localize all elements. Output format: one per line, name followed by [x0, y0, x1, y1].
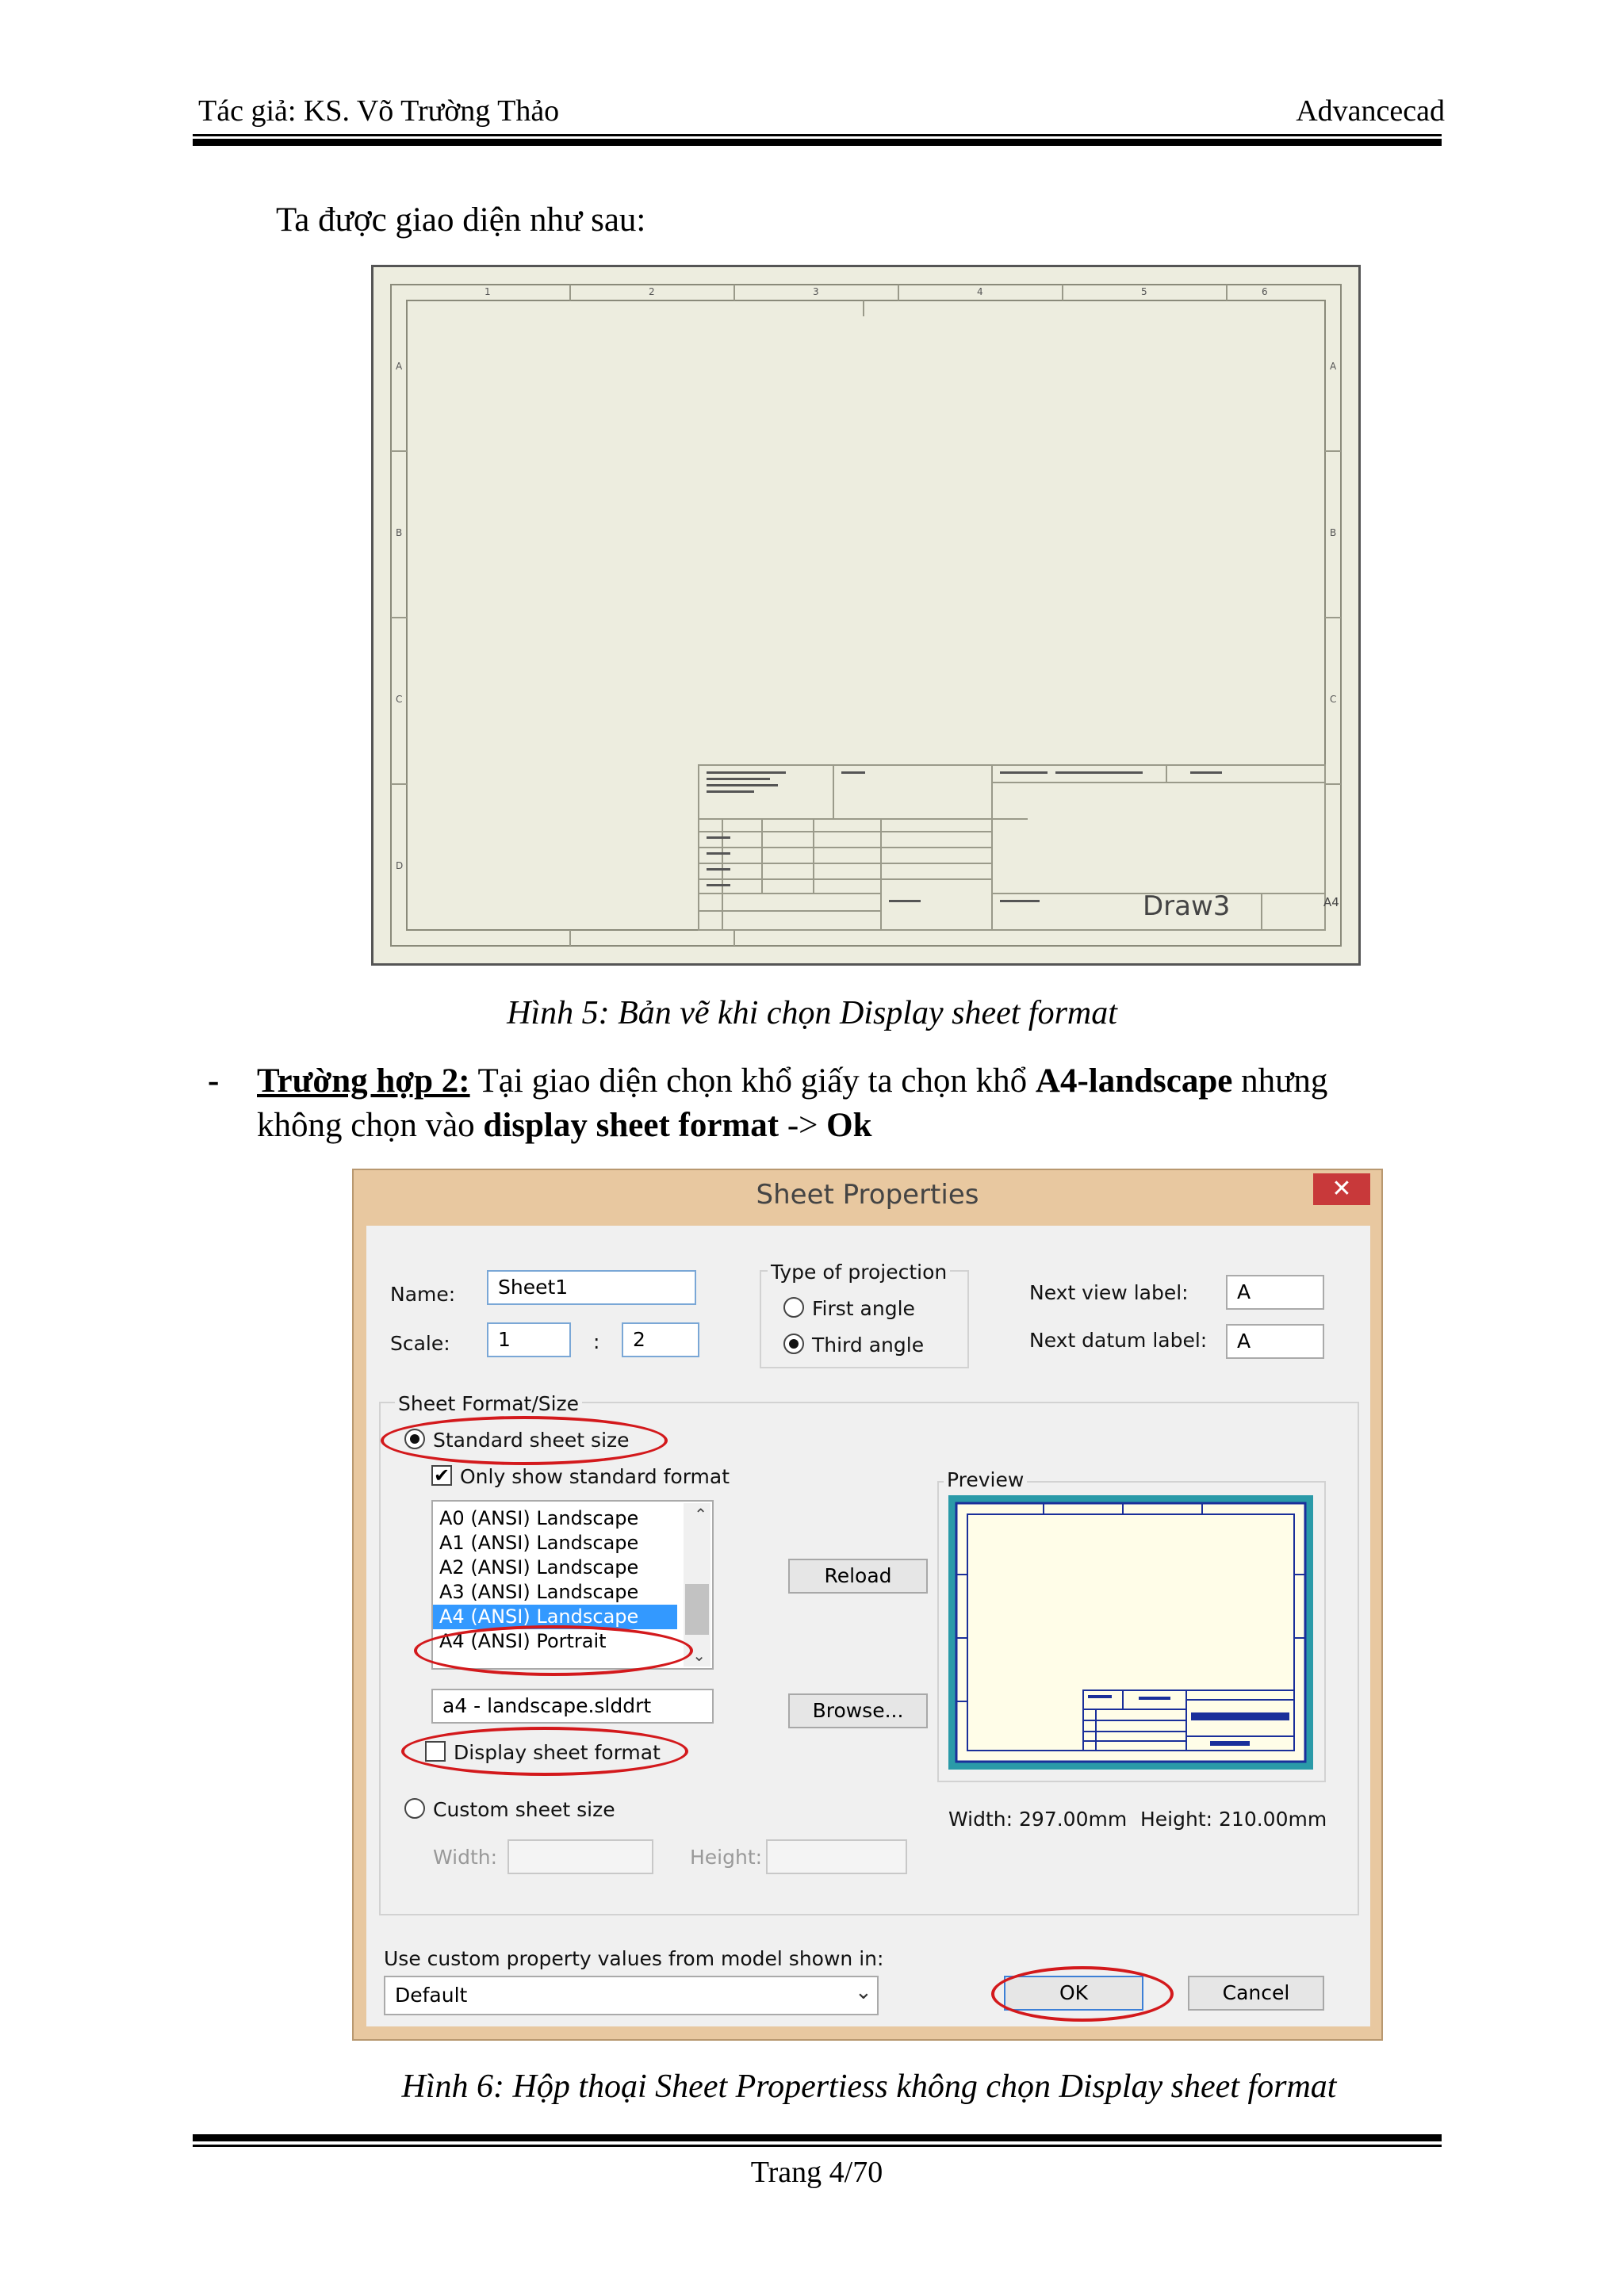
title-block-drawing-name: Draw3 — [1143, 890, 1231, 922]
zone-letter-b-right: B — [1330, 527, 1337, 538]
title-block-size-code: A4 — [1323, 895, 1339, 909]
next-view-field[interactable]: A — [1226, 1275, 1324, 1310]
header-brand: Advancecad — [1296, 94, 1445, 128]
list-item[interactable]: A2 (ANSI) Landscape — [439, 1556, 639, 1578]
scale-label: Scale: — [390, 1332, 450, 1355]
zone-number-3: 3 — [813, 286, 819, 297]
custom-size-radio[interactable] — [404, 1798, 425, 1819]
height-label: Height: — [690, 1846, 763, 1869]
display-format-label: Display sheet format — [454, 1741, 661, 1764]
case2-text2: nhưng — [1232, 1062, 1328, 1100]
list-item[interactable]: A4 (ANSI) Portrait — [439, 1630, 607, 1652]
next-datum-field[interactable]: A — [1226, 1324, 1324, 1359]
projection-title: Type of projection — [768, 1261, 950, 1284]
bullet-dash: - — [208, 1062, 220, 1100]
case2-bold2: display sheet format — [483, 1107, 779, 1144]
footer-rule-thin — [193, 2145, 1442, 2147]
case2-bold3: Ok — [826, 1107, 872, 1144]
list-item[interactable]: A3 (ANSI) Landscape — [439, 1581, 639, 1603]
chevron-down-icon[interactable]: ⌄ — [855, 1980, 872, 2004]
case2-line2 — [257, 1104, 1446, 1148]
model-select[interactable]: Default — [384, 1976, 879, 2015]
highlight-ring-ok — [991, 1966, 1174, 2022]
preview-height: Height: 210.00mm — [1140, 1808, 1327, 1831]
zone-letter-d: D — [396, 860, 404, 871]
case2-label: Trường hợp 2: — [257, 1062, 470, 1100]
custom-size-label: Custom sheet size — [433, 1798, 615, 1821]
header-rule-thin — [193, 134, 1442, 136]
width-label: Width: — [433, 1846, 498, 1869]
zone-letter-a: A — [396, 361, 403, 372]
drawing-sheet-figure — [371, 265, 1361, 966]
figure6-caption: Hình 6: Hộp thoại Sheet Propertiess không chọn Display sheet format — [401, 2068, 1337, 2105]
case2-text3: không chọn vào — [257, 1107, 484, 1144]
list-item-selected[interactable]: A4 (ANSI) Landscape — [433, 1605, 677, 1629]
highlight-ring-a4 — [414, 1625, 693, 1676]
scale-numerator-field[interactable]: 1 — [487, 1322, 571, 1357]
page-number: Trang 4/70 — [750, 2156, 883, 2189]
name-label: Name: — [390, 1283, 456, 1306]
close-icon[interactable]: ✕ — [1313, 1173, 1370, 1205]
zone-letter-b: B — [396, 527, 403, 538]
only-standard-checkbox[interactable]: ✔ — [431, 1465, 452, 1486]
sheet-properties-dialog — [352, 1169, 1383, 2041]
preview-label: Preview — [944, 1468, 1027, 1491]
scroll-thumb[interactable] — [685, 1584, 709, 1635]
cancel-button[interactable]: Cancel — [1188, 1976, 1324, 2011]
intro-text: Ta được giao diện như sau: — [276, 201, 646, 239]
drawing-sheet-svg — [373, 267, 1358, 963]
third-angle-radio[interactable] — [783, 1334, 804, 1354]
preview-image — [948, 1495, 1313, 1770]
preview-sheet-svg — [948, 1495, 1313, 1770]
list-item[interactable]: A0 (ANSI) Landscape — [439, 1507, 639, 1529]
width-field[interactable] — [508, 1839, 653, 1874]
height-field[interactable] — [766, 1839, 907, 1874]
header-author: Tác giả: KS. Võ Trường Thảo — [198, 94, 560, 128]
first-angle-radio[interactable] — [783, 1297, 804, 1318]
third-angle-label: Third angle — [812, 1334, 925, 1357]
preview-width: Width: 297.00mm — [948, 1808, 1128, 1831]
zone-letter-a-right: A — [1330, 361, 1337, 372]
scale-denominator-field[interactable]: 2 — [622, 1322, 699, 1357]
format-size-title: Sheet Format/Size — [395, 1392, 582, 1415]
case2-line1 — [257, 1059, 1446, 1104]
browse-button[interactable]: Browse... — [788, 1693, 928, 1728]
footer-rule-thick — [193, 2134, 1442, 2141]
list-item[interactable]: A1 (ANSI) Landscape — [439, 1532, 639, 1554]
case2-bold1: A4-landscape — [1035, 1062, 1233, 1100]
figure5-caption: Hình 5: Bản vẽ khi chọn Display sheet format — [507, 995, 1117, 1031]
case2-text4: -> — [779, 1107, 827, 1144]
next-view-label: Next view label: — [1029, 1281, 1189, 1304]
dialog-title: Sheet Properties — [756, 1179, 979, 1211]
chevron-down-icon[interactable]: ⌄ — [692, 1646, 706, 1665]
zone-number-2: 2 — [649, 286, 655, 297]
zone-number-1: 1 — [485, 286, 491, 297]
format-file-field[interactable]: a4 - landscape.slddrt — [431, 1689, 714, 1724]
dialog-body — [366, 1226, 1370, 2026]
zone-number-5: 5 — [1141, 286, 1147, 297]
highlight-ring-standard — [381, 1416, 668, 1465]
reload-button[interactable]: Reload — [788, 1559, 928, 1594]
zone-letter-c: C — [396, 694, 403, 705]
zone-number-4: 4 — [977, 286, 983, 297]
next-datum-label: Next datum label: — [1029, 1329, 1208, 1352]
highlight-ring-display-format — [401, 1727, 688, 1776]
standard-size-label: Standard sheet size — [433, 1429, 630, 1452]
name-field[interactable]: Sheet1 — [487, 1270, 696, 1305]
chevron-up-icon[interactable]: ⌃ — [694, 1505, 707, 1524]
zone-number-6: 6 — [1262, 286, 1268, 297]
first-angle-label: First angle — [812, 1297, 915, 1320]
zone-letter-c-right: C — [1330, 694, 1337, 705]
ok-button[interactable]: OK — [1004, 1976, 1143, 2011]
custom-property-label: Use custom property values from model shown in: — [384, 1947, 884, 1970]
scale-separator: : — [593, 1330, 600, 1353]
only-standard-label: Only show standard format — [460, 1465, 730, 1488]
header-rule-thick — [193, 139, 1442, 146]
case2-text1: Tại giao diện chọn khổ giấy ta chọn khổ — [469, 1062, 1036, 1100]
